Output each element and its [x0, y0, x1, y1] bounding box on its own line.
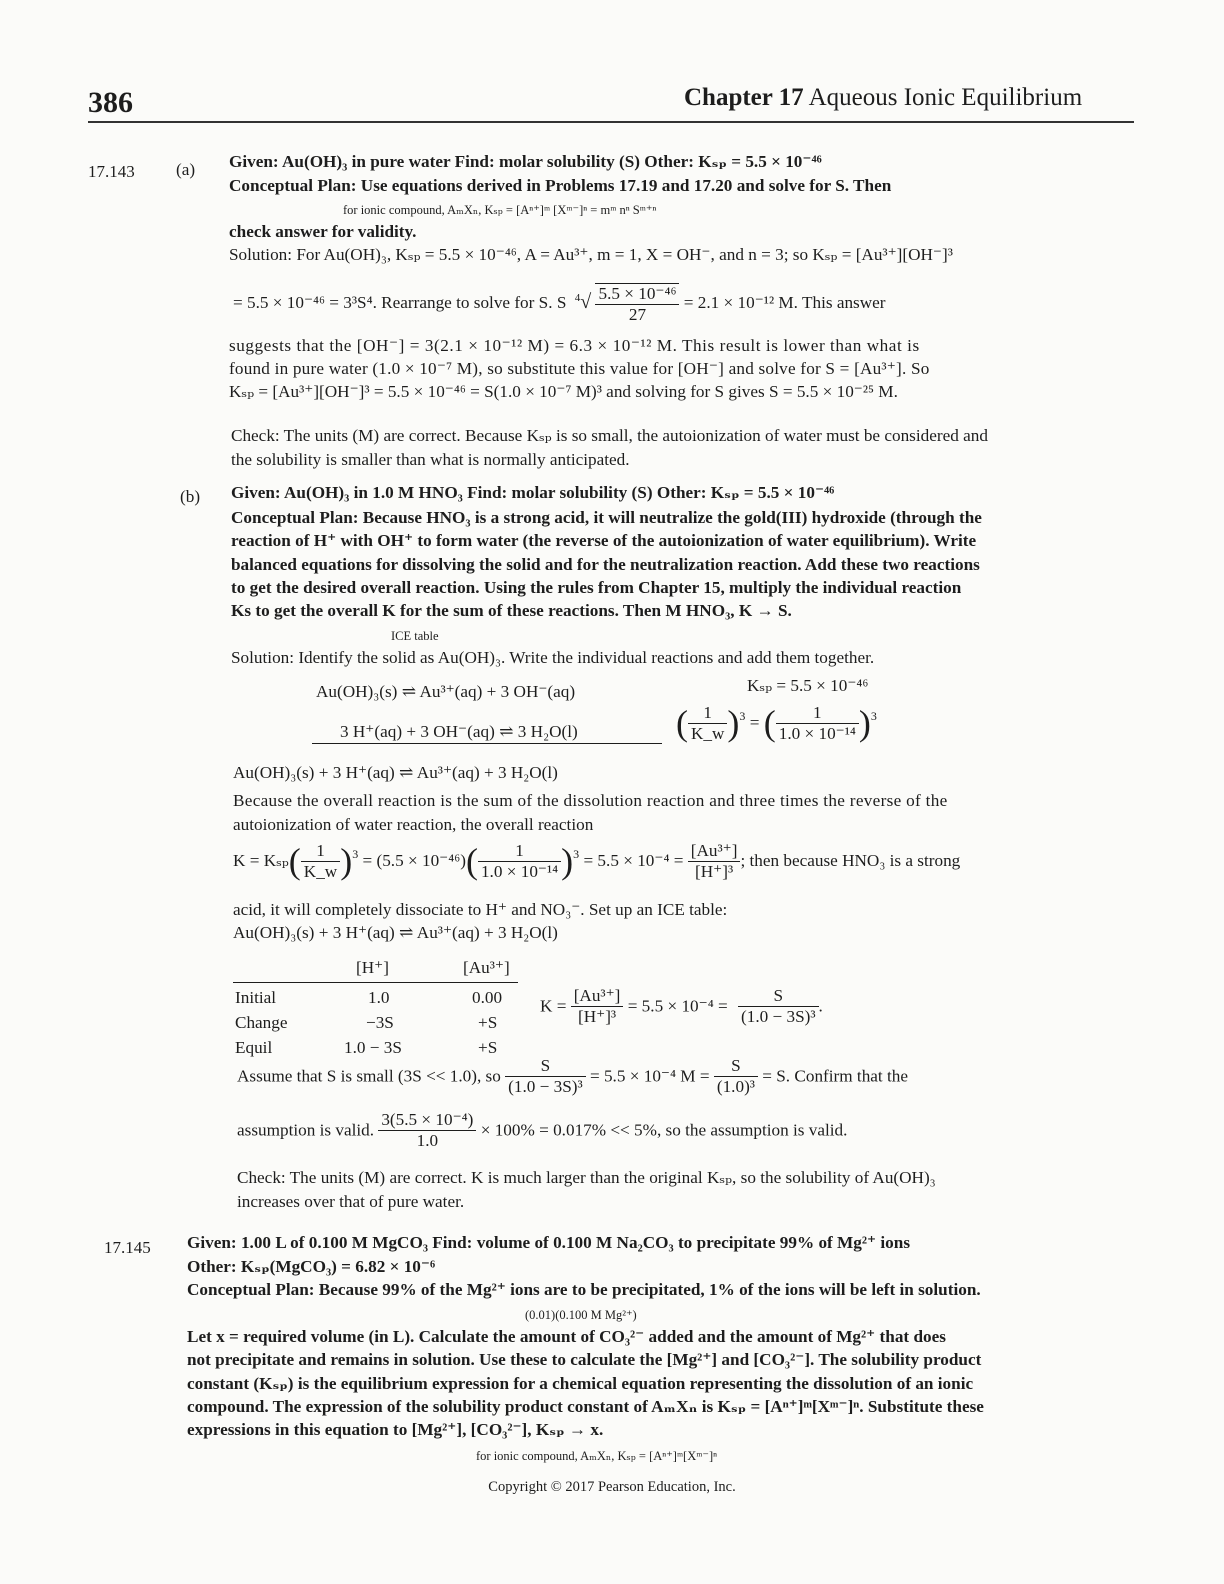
assume-f1-num: S [505, 1056, 586, 1077]
chapter-title [684, 84, 1082, 112]
k-pow: 3 [352, 847, 359, 862]
k-paren2-open: ( [465, 841, 478, 881]
part-b-check-1: Check: The units (M) are correct. K is much larger than the original Kₛₚ, so the solubility of Au(OH)₃ [237, 1168, 936, 1187]
ice-row-h: 1.0 [368, 988, 390, 1007]
ice-header-h: [H⁺] [356, 958, 389, 977]
ice-table-note: ICE table [391, 629, 439, 643]
page-number: 386 [88, 86, 133, 119]
part-a-rearrange [233, 283, 886, 325]
k-frac2 [478, 841, 561, 882]
part-b-acid: acid, it will completely dissociate to H⁺ and NO₃⁻. Set up an ICE table: [233, 900, 728, 919]
ice-k-frac-2 [738, 986, 819, 1027]
k-eq1: = (5.5 × 10⁻⁴⁶) [362, 851, 466, 870]
k-pow-2: 3 [573, 847, 580, 862]
ice-k-equation [540, 986, 823, 1027]
assume-left: Assume that S is small (3S << 1.0), so [237, 1066, 501, 1086]
part-a-found: found in pure water (1.0 × 10⁻⁷ M), so substitute this value for [OH⁻] and solve for S = [Au³⁺]. So [229, 359, 930, 378]
part-a-plan-formula: for ionic compound, AₘXₙ, Kₛₚ = [Aⁿ⁺]ᵐ [Xᵐ⁻]ⁿ = mᵐ nⁿ Sᵐ⁺ⁿ [343, 203, 657, 217]
part-b-check-2: increases over that of pure water. [237, 1192, 465, 1211]
kw-num-2: 1 [776, 703, 859, 724]
p145-line-5: not precipitate and remains in solution. Use these to calculate the [Mg²⁺] and [CO₃²⁻]. The solubility product [187, 1350, 982, 1369]
part-b-solution: Solution: Identify the solid as Au(OH)₃. Write the individual reactions and add them together. [231, 648, 875, 667]
kw-den-2: 1.0 × 10⁻¹⁴ [778, 723, 856, 743]
kw-fraction [688, 703, 727, 744]
part-b-plan-1: Conceptual Plan: Because HNO₃ is a strong acid, it will neutralize the gold(III) hydroxide (through the [231, 508, 982, 527]
part-b-label: (b) [180, 487, 201, 506]
root-fraction [595, 283, 679, 325]
paren-close-2: ) [858, 703, 871, 743]
p145-line-8: expressions in this equation to [Mg²⁺], [CO₃²⁻], Kₛₚ → x. [187, 1420, 604, 1439]
ice-header-rule [233, 982, 518, 983]
assumption-equation [237, 1056, 908, 1097]
ice-row-au: +S [478, 1013, 498, 1032]
part-a-suggests: suggests that the [OH⁻] = 3(2.1 × 10⁻¹² M) = 6.3 × 10⁻¹² M. This result is lower than what is [229, 336, 920, 355]
kw-power-2: 3 [870, 709, 877, 724]
part-a-check-1: Check: The units (M) are correct. Because Kₛₚ is so small, the autoionization of water must be considered and [231, 426, 988, 445]
copyright: Copyright © 2017 Pearson Education, Inc. [488, 1479, 736, 1495]
ice-header-au: [Au³⁺] [463, 958, 510, 977]
ice-row-label: Equil [235, 1038, 273, 1057]
reaction-overall: Au(OH)₃(s) + 3 H⁺(aq) ⇌ Au³⁺(aq) + 3 H₂O(l) [233, 763, 558, 782]
validity-equation [237, 1110, 847, 1151]
ice-row-label: Change [235, 1013, 288, 1032]
part-a-solution: Solution: For Au(OH)₃, Kₛₚ = 5.5 × 10⁻⁴⁶, A = Au³⁺, m = 1, X = OH⁻, and n = 3; so Kₛₚ = [Au³⁺][OH⁻]³ [229, 245, 953, 264]
radical-sign: √ [580, 290, 592, 313]
paren-close: ) [727, 703, 740, 743]
assume-f2-num: S [714, 1056, 758, 1077]
ice-k-num: [Au³⁺] [571, 986, 624, 1007]
k-ratio-den: [H⁺]³ [695, 861, 734, 881]
kw-num: 1 [688, 703, 727, 724]
part-b-plan-2: reaction of H⁺ with OH⁺ to form water (the reverse of the autoionization of water equilibrium). Write [231, 531, 977, 550]
valid-num: 3(5.5 × 10⁻⁴) [378, 1110, 476, 1131]
k-kw-den: K_w [303, 861, 338, 881]
ice-row-au: +S [478, 1038, 498, 1057]
paren-open: ( [676, 703, 688, 743]
part-a-check-2: the solubility is smaller than what is normally anticipated. [231, 450, 630, 469]
part-a-ksp: Kₛₚ = [Au³⁺][OH⁻]³ = 5.5 × 10⁻⁴⁶ = S(1.0 × 10⁻⁷ M)³ and solving for S gives S = 5.5 × 10⁻²⁵ M. [229, 382, 898, 401]
ice-row-h: 1.0 − 3S [344, 1038, 402, 1057]
valid-left: assumption is valid. [237, 1120, 375, 1140]
part-a-label: (a) [176, 160, 196, 179]
kw-den: K_w [691, 723, 725, 743]
assume-right: = S. Confirm that the [762, 1066, 908, 1086]
k-lhs: K = Kₛₚ [233, 851, 289, 870]
ice-k-mid: = 5.5 × 10⁻⁴ = [627, 996, 728, 1016]
part-a-plan: Conceptual Plan: Use equations derived in Problems 17.19 and 17.20 and solve for S. Then [229, 176, 892, 195]
k-mid: = 5.5 × 10⁻⁴ = [583, 851, 684, 870]
part-b-plan-3: balanced equations for dissolving the solid and for the neutralization reaction. Add these two reactions [231, 555, 980, 574]
assume-frac-2 [714, 1056, 758, 1097]
ice-k-lhs: K = [540, 996, 567, 1016]
chapter-number: Chapter 17 [684, 84, 804, 111]
k-frac2-num: 1 [478, 841, 561, 862]
p145-plan: Conceptual Plan: Because 99% of the Mg²⁺ ions are to be precipitated, 1% of the ions will be left in solution. [187, 1280, 981, 1299]
k-kw-num: 1 [301, 841, 340, 862]
k-frac2-den: 1.0 × 10⁻¹⁴ [480, 861, 559, 881]
ice-reaction: Au(OH)₃(s) + 3 H⁺(aq) ⇌ Au³⁺(aq) + 3 H₂O(l) [233, 923, 558, 942]
ice-k-period: . [818, 996, 823, 1016]
p145-plan-formula: (0.01)(0.100 M Mg²⁺) [525, 1308, 637, 1322]
ice-row-h: −3S [366, 1013, 394, 1032]
ice-k-den: [H⁺]³ [578, 1007, 617, 1026]
p145-given [187, 1233, 910, 1253]
kw-fraction-2 [776, 703, 859, 744]
ice-k2-num: S [738, 986, 819, 1007]
root-index: 4 [574, 292, 581, 305]
part-b-plan-5: Ks to get the overall K for the sum of these reactions. Then M HNO₃, K → S. [231, 601, 792, 620]
k-kw-fraction [301, 841, 340, 882]
assume-f1-den: (1.0 − 3S)³ [508, 1077, 583, 1096]
problem-number-143: 17.143 [88, 162, 135, 181]
valid-right: × 100% = 0.017% << 5%, so the assumption is valid. [480, 1120, 848, 1140]
root-numerator: 5.5 × 10⁻⁴⁶ [595, 284, 679, 305]
p145-ksp-formula: for ionic compound, AₘXₙ, Kₛₚ = [Aⁿ⁺]ᵐ[Xᵐ⁻]ⁿ [476, 1449, 718, 1463]
kw-expression [676, 702, 877, 744]
answer-text: = 2.1 × 10⁻¹² M. This answer [683, 292, 886, 312]
part-b-because-2: autoionization of water reaction, the overall reaction [233, 815, 594, 834]
k-paren-open: ( [288, 841, 301, 881]
part-a-plan-end: check answer for validity. [229, 222, 417, 241]
reaction-neutralization: 3 H⁺(aq) + 3 OH⁻(aq) ⇌ 3 H₂O(l) [340, 722, 578, 741]
p145-line-7: compound. The expression of the solubility product constant of AₘXₙ is Kₛₚ = [Aⁿ⁺]ᵐ[Xᵐ⁻]ⁿ. Substitute these [187, 1397, 984, 1416]
part-b-because-1: Because the overall reaction is the sum of the dissolution reaction and three times the reverse of the [233, 791, 948, 810]
fourth-root [575, 283, 680, 325]
kw-power: 3 [739, 709, 746, 724]
kw-equals: = [749, 713, 760, 732]
paren-open-2: ( [763, 703, 776, 743]
k-paren2-close: ) [561, 841, 574, 881]
ice-k-frac [571, 986, 624, 1027]
reaction-sum-line [312, 743, 662, 744]
part-b-given: Given: Au(OH)₃ in 1.0 M HNO₃ Find: molar solubility (S) Other: Kₛₚ = 5.5 × 10⁻⁴⁶ [231, 483, 835, 502]
p145-given-text: Given: 1.00 L of 0.100 M MgCO₃ Find: volume of 0.100 M Na₂CO₃ to precipitate 99% of Mg²⁺ ions [187, 1233, 911, 1252]
k-paren-close: ) [340, 841, 353, 881]
ice-k2-den: (1.0 − 3S)³ [741, 1007, 816, 1026]
assume-mid: = 5.5 × 10⁻⁴ M = [589, 1066, 710, 1086]
valid-den: 1.0 [416, 1131, 439, 1150]
problem-number-145: 17.145 [104, 1238, 151, 1257]
assume-f2-den: (1.0)³ [716, 1077, 755, 1096]
rearrange-text: = 5.5 × 10⁻⁴⁶ = 3³S⁴. Rearrange to solve for S. S [233, 292, 567, 312]
header-rule [88, 121, 1134, 123]
ice-row-au: 0.00 [472, 988, 503, 1007]
part-b-plan-4: to get the desired overall reaction. Using the rules from Chapter 15, multiply the individual reaction [231, 578, 962, 597]
root-denominator: 27 [628, 305, 647, 324]
p145-let-x: Let x = required volume (in L). Calculate the amount of CO₃²⁻ added and the amount of Mg²⁺ that does [187, 1327, 946, 1346]
k-ratio-num: [Au³⁺] [688, 841, 741, 862]
k-tail: ; then because HNO₃ is a strong [740, 851, 961, 870]
part-a-given: Given: Au(OH)₃ in pure water Find: molar solubility (S) Other: Kₛₚ = 5.5 × 10⁻⁴⁶ [229, 152, 822, 171]
assume-frac-1 [505, 1056, 586, 1097]
reaction-dissolution: Au(OH)₃(s) ⇌ Au³⁺(aq) + 3 OH⁻(aq) [316, 682, 576, 701]
p145-line-6: constant (Kₛₚ) is the equilibrium expression for a chemical equation representing the dissolution of an ionic [187, 1374, 974, 1393]
reaction-dissolution-ksp: Kₛₚ = 5.5 × 10⁻⁴⁶ [747, 676, 869, 695]
valid-frac [378, 1110, 476, 1151]
k-ratio [688, 841, 741, 882]
p145-other: Other: Kₛₚ(MgCO₃) = 6.82 × 10⁻⁶ [187, 1257, 436, 1276]
ice-row-label: Initial [235, 988, 277, 1007]
chapter-name: Aqueous Ionic Equilibrium [808, 84, 1083, 111]
overall-k-equation [233, 840, 960, 882]
